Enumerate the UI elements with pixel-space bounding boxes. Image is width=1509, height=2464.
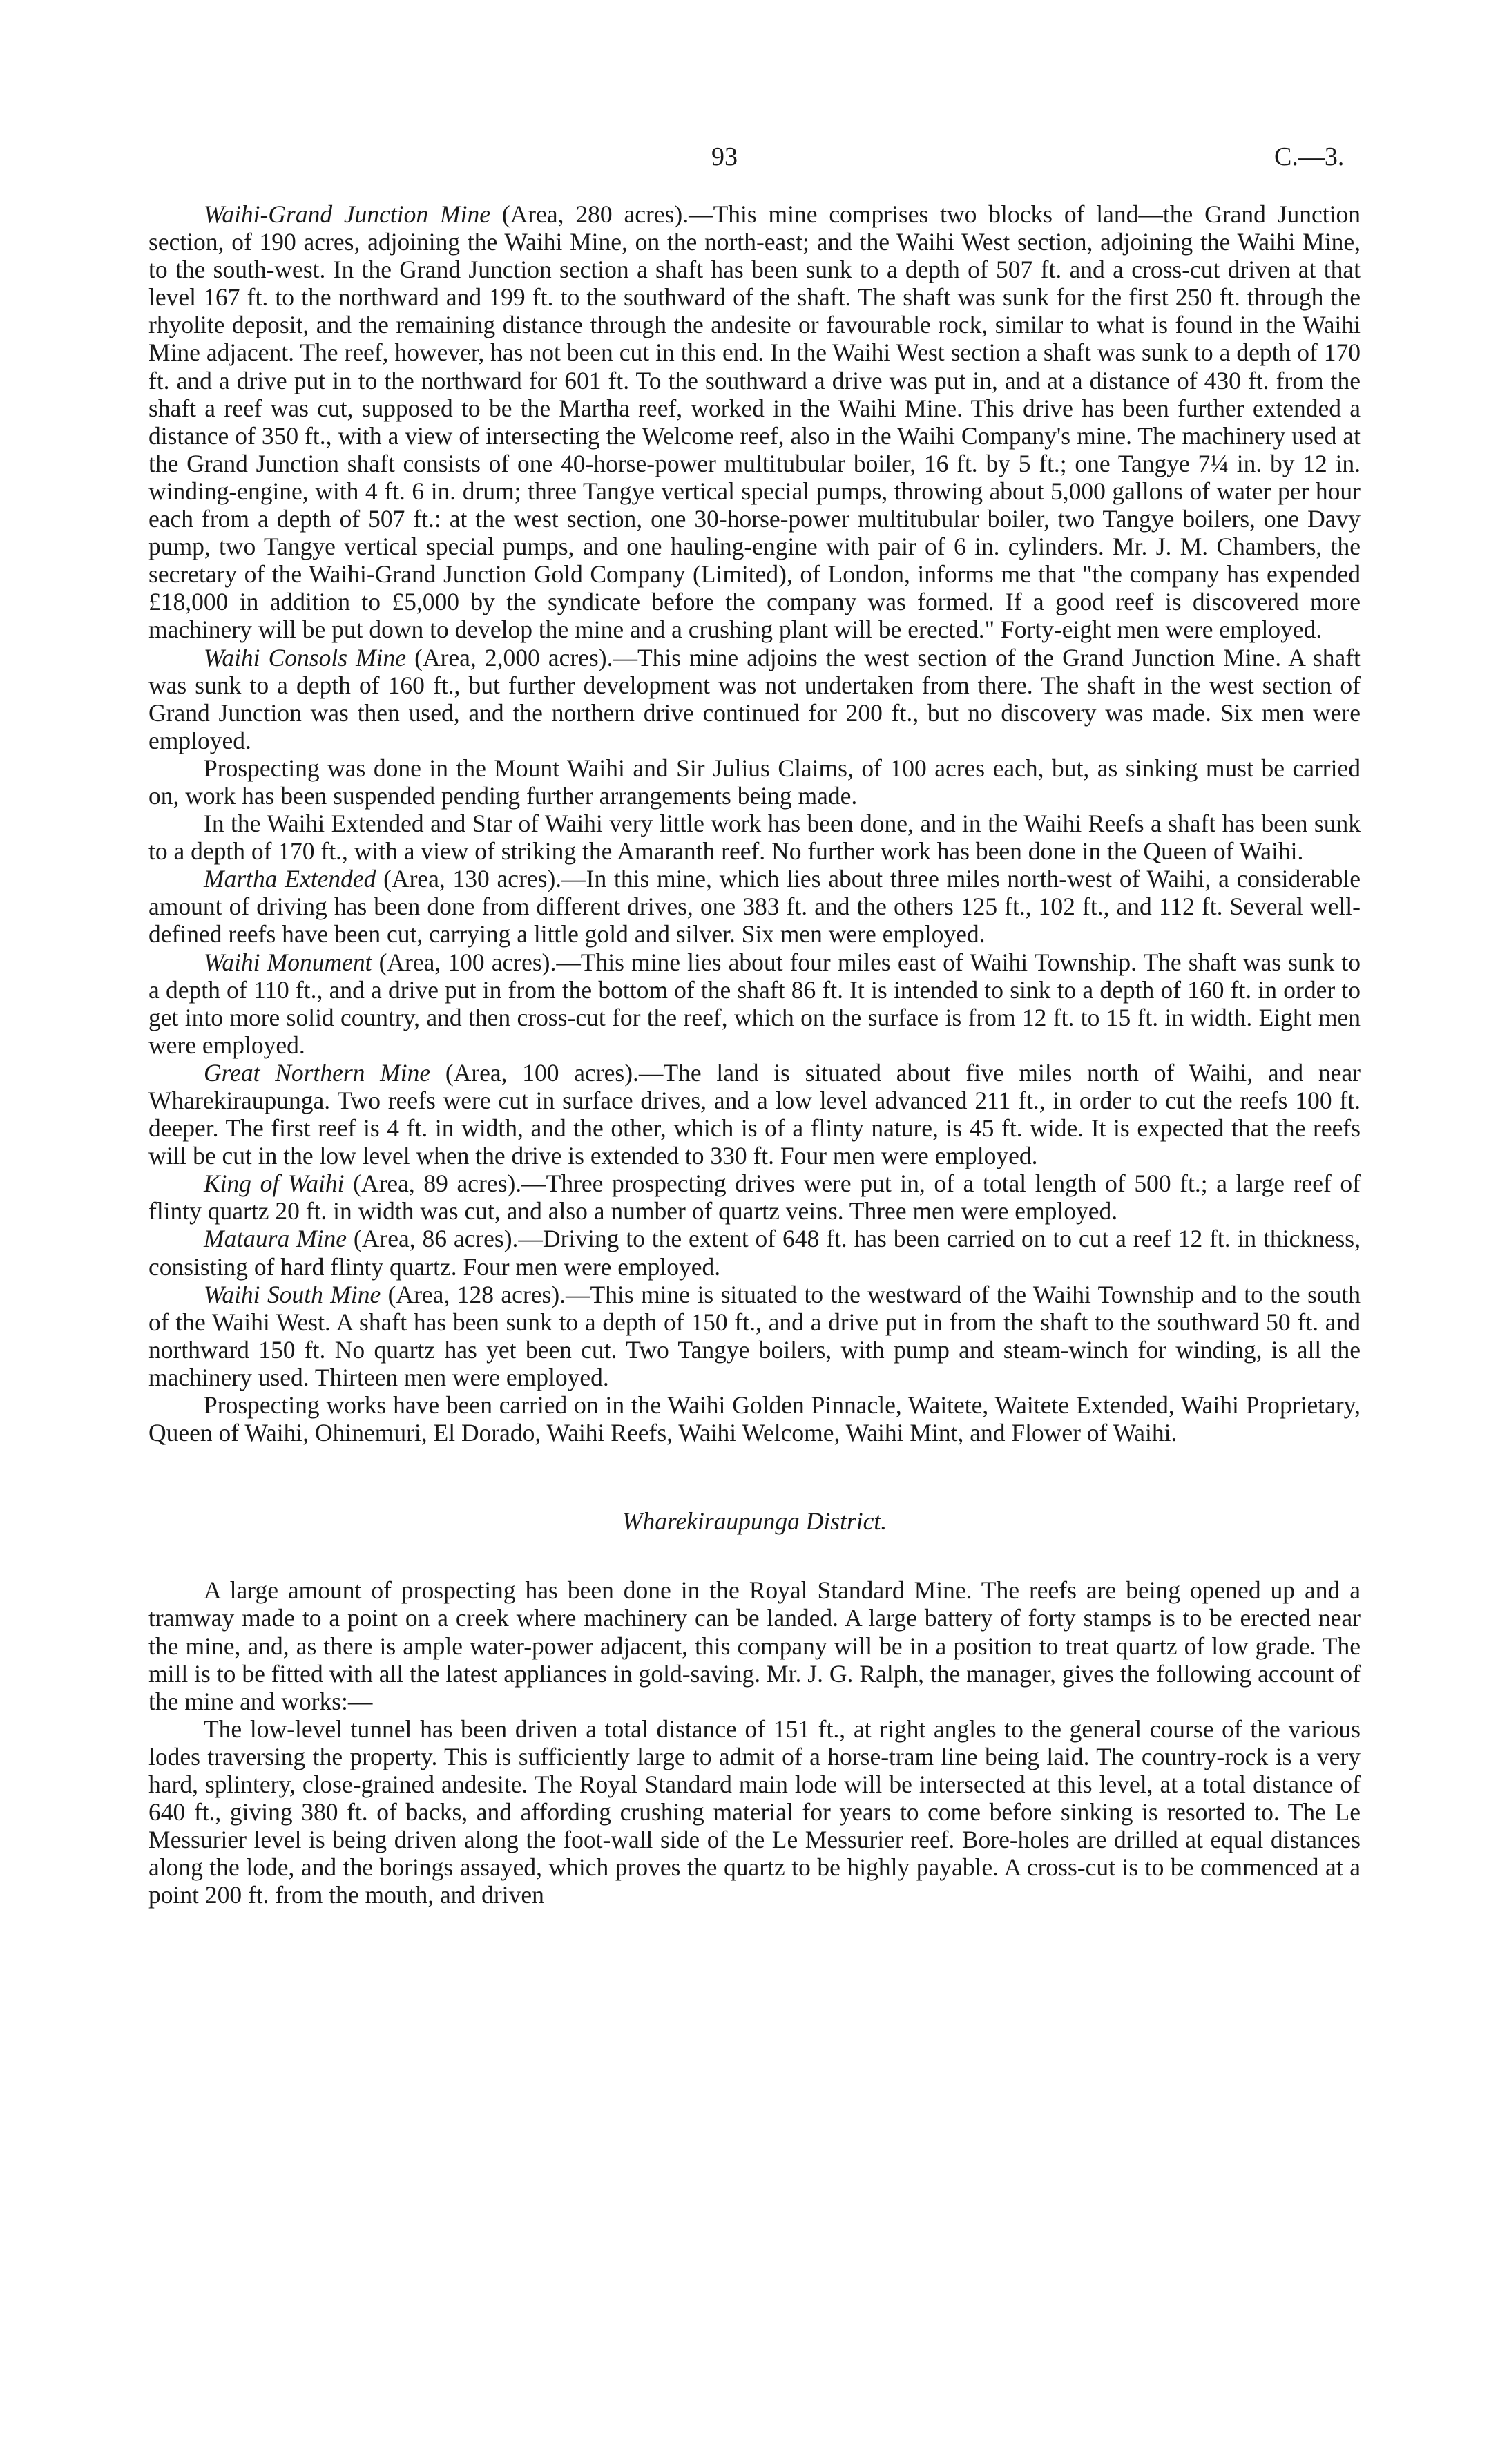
paragraph-mount-waihi-prospecting — [148, 754, 1361, 810]
document-reference: C.—3. — [1274, 142, 1345, 171]
paragraph-text: (Area, 280 acres).—This mine comprises two blocks of land—the Grand Junction section, of 190 acres, adjoining the Waihi Mine, on the north-east; and the Waihi West section, adjoining the Waihi Mine, to the south-west. In the Grand Junction section a shaft has been sunk to a depth of 507 ft. and a cross-cut driven at that level 167 ft. to the northward and 199 ft. to the southward of the shaft. The shaft was sunk for the first 250 ft. through the rhyolite deposit, and the remaining distance through the andesite or favourable rock, similar to what is found in the Waihi Mine adjacent. The reef, however, has not been cut in this end. In the Waihi West section a shaft was sunk to a depth of 170 ft. and a drive put in to the northward for 601 ft. To the southward a drive was put in, and at a distance of 430 ft. from the shaft a reef was cut, supposed to be the Martha reef, worked in the Waihi Mine. This drive has been further extended a distance of 350 ft., with a view of intersecting the Welcome reef, also in the Waihi Company's mine. The machinery used at the Grand Junction shaft consists of one 40-horse-power multitubular boiler, 16 ft. by 5 ft.; one Tangye 7¼ in. by 12 in. winding-engine, with 4 ft. 6 in. drum; three Tangye vertical special pumps, throwing about 5,000 gallons of water per hour each from a depth of 507 ft.: at the west section, one 30-horse-power multitubular boiler, two Tangye boilers, one Davy pump, two Tangye vertical special pumps, and one hauling-engine with pair of 6 in. cylinders. Mr. J. M. Chambers, the secretary of the Waihi-Grand Junction Gold Company (Limited), of London, informs me that "the company has expended £18,000 in addition to £5,000 by the syndicate before the company was formed. If a good reef is discovered more machinery will be put down to develop the mine and a crushing plant will be erected." Forty-eight men were employed. — [148, 200, 1361, 644]
paragraph-waihi-extended — [148, 810, 1361, 865]
paragraph-martha-extended — [148, 865, 1361, 948]
mine-name: Waihi-Grand Junction Mine — [204, 200, 490, 228]
mine-name: Waihi Monument — [204, 948, 372, 976]
page-number: 93 — [711, 142, 738, 171]
paragraph-text: (Area, 89 acres).—Three prospecting drives were put in, of a total length of 500 ft.; a large reef of flinty quartz 20 ft. in width was cut, and also a number of quartz veins. Three men were employed. — [148, 1169, 1361, 1225]
paragraph-king-of-waihi — [148, 1169, 1361, 1225]
paragraph-prospecting-works — [148, 1391, 1361, 1446]
mine-name: Great Northern Mine — [204, 1058, 431, 1087]
paragraph-text: (Area, 100 acres).—This mine lies about four miles east of Waihi Township. The shaft was sunk to a depth of 110 ft., and a drive put in from the bottom of the shaft 86 ft. It is intended to sink to a depth of 160 ft. in order to get into more solid country, and then cross-cut for the reef, which on the surface is from 12 ft. to 15 ft. in width. Eight men were employed. — [148, 948, 1361, 1059]
mine-name: Martha Extended — [204, 865, 376, 893]
paragraph-text: In the Waihi Extended and Star of Waihi very little work has been done, and in the Waihi Reefs a shaft has been sunk to a depth of 170 ft., with a view of striking the Amaranth reef. No further work has been done in the Queen of Waihi. — [148, 810, 1361, 866]
paragraph-waihi-monument — [148, 948, 1361, 1059]
paragraph-text: (Area, 86 acres).—Driving to the extent of 648 ft. has been carried on to cut a reef 12 ft. in thickness, consisting of hard flinty quartz. Four men were employed. — [148, 1225, 1361, 1281]
paragraph-text: (Area, 128 acres).—This mine is situated to the westward of the Waihi Township and to the south of the Waihi West. A shaft has been sunk to a depth of 150 ft., and a drive put in from the shaft to the southward 50 ft. and northward 150 ft. No quartz has yet been cut. Two Tangye boilers, with pump and steam-winch for winding, is all the machinery used. Thirteen men were employed. — [148, 1280, 1361, 1391]
mine-name: King of Waihi — [204, 1169, 345, 1198]
paragraph-text: (Area, 100 acres).—The land is situated about five miles north of Waihi, and near Wharekiraupunga. Two reefs were cut in surface drives, and a low level advanced 211 ft., in order to cut the reefs 100 ft. deeper. The first reef is 4 ft. in width, and the other, which is of a flinty nature, is 45 ft. wide. It is expected that the reefs will be cut in the low level when the drive is extended to 330 ft. Four men were employed. — [148, 1058, 1361, 1170]
mine-name: Waihi South Mine — [204, 1280, 381, 1308]
wharekiraupunga-section — [148, 1507, 1361, 1909]
section-heading: Wharekiraupunga District. — [622, 1507, 887, 1536]
paragraph-mataura-mine — [148, 1225, 1361, 1280]
mine-name: Waihi Consols Mine — [204, 643, 407, 671]
paragraph-waihi-grand-junction — [148, 200, 1361, 644]
paragraph-royal-standard: A large amount of prospecting has been done in the Royal Standard Mine. The reefs are being opened up and a tramway made to a point on a creek where machinery can be landed. A large battery of forty stamps is to be erected near the mine, and, as there is ample water-power adjacent, this company will be in a position to treat quartz of low grade. The mill is to be fitted with all the latest appliances in gold-saving. Mr. J. G. Ralph, the manager, gives the following account of the mine and works:— — [148, 1576, 1361, 1715]
waihi-section — [148, 200, 1361, 1446]
page-header — [0, 142, 1509, 176]
paragraph-low-level-tunnel: The low-level tunnel has been driven a total distance of 151 ft., at right angles to the general course of the various lodes traversing the property. This is sufficiently large to admit of a horse-tram line being laid. The country-rock is a very hard, splintery, close-grained andesite. The Royal Standard main lode will be intersected at this level, at a total distance of 640 ft., giving 380 ft. of backs, and affording crushing material for years to come before sinking is resorted to. The Le Messurier level is being driven along the foot-wall side of the Le Messurier reef. Bore-holes are drilled at equal distances along the lode, and the borings assayed, which proves the quartz to be highly payable. A cross-cut is to be commenced at a point 200 ft. from the mouth, and driven — [148, 1715, 1361, 1909]
paragraph-text: Prospecting was done in the Mount Waihi and Sir Julius Claims, of 100 acres each, but, as sinking must be carried on, work has been suspended pending further arrangements being made. — [148, 754, 1361, 810]
paragraph-great-northern — [148, 1059, 1361, 1169]
page-body — [148, 200, 1361, 1909]
paragraph-text: (Area, 2,000 acres).—This mine adjoins the west section of the Grand Junction Mine. A shaft was sunk to a depth of 160 ft., but further development was not undertaken from there. The shaft in the west section of Grand Junction was then used, and the northern drive continued for 200 ft., but no discovery was made. Six men were employed. — [148, 643, 1361, 754]
mine-name: Mataura Mine — [204, 1225, 347, 1253]
paragraph-waihi-south — [148, 1281, 1361, 1391]
paragraph-waihi-consols — [148, 644, 1361, 754]
paragraph-text: Prospecting works have been carried on in the Waihi Golden Pinnacle, Waitete, Waitete Extended, Waihi Proprietary, Queen of Waihi, Ohinemuri, El Dorado, Waihi Reefs, Waihi Welcome, Waihi Mint, and Flower of Waihi. — [148, 1391, 1361, 1447]
paragraph-text: (Area, 130 acres).—In this mine, which lies about three miles north-west of Waihi, a considerable amount of driving has been done from different drives, one 383 ft. and the others 125 ft., 102 ft., and 112 ft. Several well-defined reefs have been cut, carrying a little gold and silver. Six men were employed. — [148, 865, 1361, 948]
